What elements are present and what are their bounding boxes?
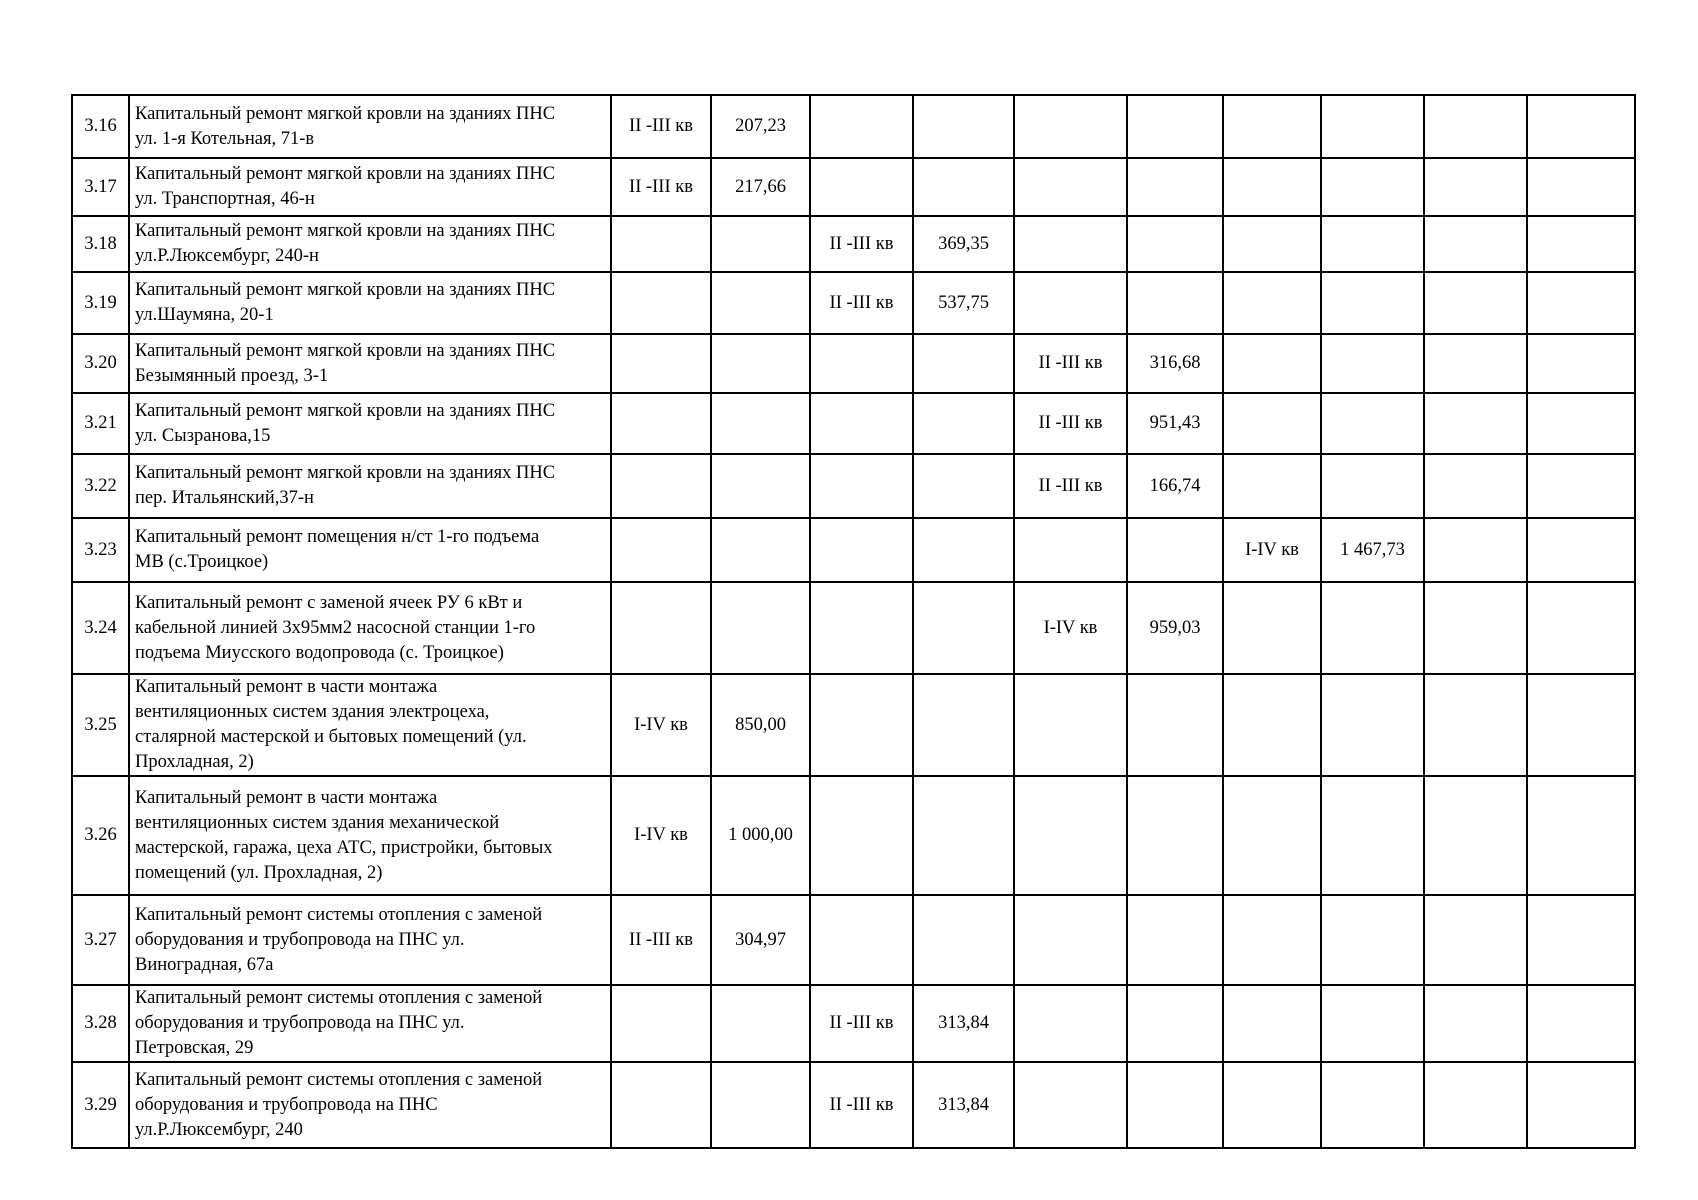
table-row	[72, 518, 1635, 582]
col4-quarter	[1223, 272, 1321, 334]
col5-cell	[1424, 272, 1527, 334]
col1-amount	[711, 393, 810, 454]
col2-amount	[913, 776, 1014, 895]
col6-cell	[1527, 985, 1635, 1062]
col1-quarter: II -III кв	[611, 95, 711, 158]
col2-amount: 313,84	[913, 1062, 1014, 1148]
row-description: Капитальный ремонт системы отопления с заменой оборудования и трубопровода на ПНС ул. Петровская, 29	[129, 985, 611, 1062]
col6-cell	[1527, 216, 1635, 272]
row-number: 3.20	[72, 334, 129, 393]
col4-amount	[1321, 674, 1424, 776]
col2-quarter: II -III кв	[810, 1062, 913, 1148]
col4-quarter	[1223, 158, 1321, 216]
col5-cell	[1424, 776, 1527, 895]
col4-amount	[1321, 216, 1424, 272]
col1-amount	[711, 216, 810, 272]
row-description: Капитальный ремонт мягкой кровли на зданиях ПНС ул.Р.Люксембург, 240-н	[129, 216, 611, 272]
col1-amount	[711, 272, 810, 334]
col5-cell	[1424, 454, 1527, 518]
col1-quarter: II -III кв	[611, 158, 711, 216]
col2-amount	[913, 582, 1014, 674]
col6-cell	[1527, 895, 1635, 985]
col4-amount	[1321, 393, 1424, 454]
col4-amount	[1321, 985, 1424, 1062]
col6-cell	[1527, 518, 1635, 582]
col2-quarter	[810, 95, 913, 158]
col3-amount	[1127, 776, 1223, 895]
col2-amount: 369,35	[913, 216, 1014, 272]
col5-cell	[1424, 582, 1527, 674]
row-description: Капитальный ремонт мягкой кровли на зданиях ПНС ул. Транспортная, 46-н	[129, 158, 611, 216]
col1-amount	[711, 334, 810, 393]
row-description: Капитальный ремонт с заменой ячеек РУ 6 кВт и кабельной линией 3х95мм2 насосной станции 1-го подъема Миусского водопровода (с. Троицкое)	[129, 582, 611, 674]
col4-amount	[1321, 776, 1424, 895]
col1-quarter	[611, 454, 711, 518]
col5-cell	[1424, 985, 1527, 1062]
col1-amount	[711, 518, 810, 582]
col2-quarter: II -III кв	[810, 985, 913, 1062]
table-body	[72, 95, 1635, 1148]
col3-quarter	[1014, 1062, 1127, 1148]
col4-amount	[1321, 272, 1424, 334]
col4-quarter	[1223, 895, 1321, 985]
col2-quarter	[810, 582, 913, 674]
col4-amount	[1321, 95, 1424, 158]
col4-quarter	[1223, 1062, 1321, 1148]
col2-amount	[913, 674, 1014, 776]
row-description: Капитальный ремонт мягкой кровли на зданиях ПНС Безымянный проезд, 3-1	[129, 334, 611, 393]
col4-quarter	[1223, 393, 1321, 454]
col4-quarter	[1223, 334, 1321, 393]
col2-amount	[913, 518, 1014, 582]
col6-cell	[1527, 454, 1635, 518]
col5-cell	[1424, 1062, 1527, 1148]
row-description: Капитальный ремонт мягкой кровли на зданиях ПНС ул. 1-я Котельная, 71-в	[129, 95, 611, 158]
col1-amount	[711, 582, 810, 674]
col2-amount: 537,75	[913, 272, 1014, 334]
col3-amount: 959,03	[1127, 582, 1223, 674]
table-row	[72, 216, 1635, 272]
col3-quarter	[1014, 895, 1127, 985]
col4-amount	[1321, 158, 1424, 216]
col3-amount: 316,68	[1127, 334, 1223, 393]
row-number: 3.18	[72, 216, 129, 272]
col4-amount	[1321, 582, 1424, 674]
table-row	[72, 393, 1635, 454]
col4-quarter	[1223, 985, 1321, 1062]
col2-quarter	[810, 334, 913, 393]
col6-cell	[1527, 334, 1635, 393]
col5-cell	[1424, 216, 1527, 272]
col3-amount	[1127, 518, 1223, 582]
col5-cell	[1424, 895, 1527, 985]
col3-quarter: II -III кв	[1014, 393, 1127, 454]
col1-amount	[711, 985, 810, 1062]
col3-quarter	[1014, 674, 1127, 776]
col3-amount	[1127, 895, 1223, 985]
table-row	[72, 334, 1635, 393]
row-number: 3.28	[72, 985, 129, 1062]
col4-amount: 1 467,73	[1321, 518, 1424, 582]
col1-quarter	[611, 582, 711, 674]
col4-amount	[1321, 1062, 1424, 1148]
col3-amount	[1127, 272, 1223, 334]
col1-quarter	[611, 393, 711, 454]
col6-cell	[1527, 1062, 1635, 1148]
col2-amount	[913, 95, 1014, 158]
col6-cell	[1527, 95, 1635, 158]
col2-amount	[913, 334, 1014, 393]
col1-quarter: II -III кв	[611, 895, 711, 985]
row-description: Капитальный ремонт помещения н/ст 1-го подъема МВ (с.Троицкое)	[129, 518, 611, 582]
col1-quarter	[611, 985, 711, 1062]
col2-amount	[913, 393, 1014, 454]
col6-cell	[1527, 674, 1635, 776]
col1-quarter	[611, 334, 711, 393]
col3-quarter: I-IV кв	[1014, 582, 1127, 674]
col4-amount	[1321, 454, 1424, 518]
col6-cell	[1527, 272, 1635, 334]
col1-quarter: I-IV кв	[611, 776, 711, 895]
row-number: 3.25	[72, 674, 129, 776]
col3-amount: 951,43	[1127, 393, 1223, 454]
col3-amount	[1127, 1062, 1223, 1148]
col5-cell	[1424, 158, 1527, 216]
table-row	[72, 674, 1635, 776]
row-description: Капитальный ремонт мягкой кровли на зданиях ПНС пер. Итальянский,37-н	[129, 454, 611, 518]
col3-amount	[1127, 95, 1223, 158]
col2-quarter	[810, 674, 913, 776]
col1-amount: 217,66	[711, 158, 810, 216]
col1-amount	[711, 1062, 810, 1148]
col1-amount: 207,23	[711, 95, 810, 158]
row-number: 3.22	[72, 454, 129, 518]
row-number: 3.16	[72, 95, 129, 158]
col1-amount	[711, 454, 810, 518]
col3-quarter	[1014, 158, 1127, 216]
table-row	[72, 582, 1635, 674]
col2-quarter	[810, 776, 913, 895]
col3-quarter	[1014, 272, 1127, 334]
col5-cell	[1424, 334, 1527, 393]
col4-quarter: I-IV кв	[1223, 518, 1321, 582]
col2-quarter	[810, 158, 913, 216]
col2-quarter	[810, 393, 913, 454]
col4-quarter	[1223, 454, 1321, 518]
row-description: Капитальный ремонт мягкой кровли на зданиях ПНС ул.Шаумяна, 20-1	[129, 272, 611, 334]
col6-cell	[1527, 158, 1635, 216]
col4-quarter	[1223, 216, 1321, 272]
col4-quarter	[1223, 674, 1321, 776]
table-row	[72, 454, 1635, 518]
col1-amount: 304,97	[711, 895, 810, 985]
col1-amount: 1 000,00	[711, 776, 810, 895]
col3-quarter	[1014, 985, 1127, 1062]
col3-amount: 166,74	[1127, 454, 1223, 518]
col2-amount	[913, 158, 1014, 216]
col6-cell	[1527, 582, 1635, 674]
col4-quarter	[1223, 582, 1321, 674]
col3-quarter	[1014, 776, 1127, 895]
col5-cell	[1424, 95, 1527, 158]
col3-quarter	[1014, 95, 1127, 158]
row-number: 3.29	[72, 1062, 129, 1148]
col2-quarter: II -III кв	[810, 272, 913, 334]
col4-quarter	[1223, 95, 1321, 158]
col3-amount	[1127, 216, 1223, 272]
col2-amount: 313,84	[913, 985, 1014, 1062]
table-row	[72, 158, 1635, 216]
table-row	[72, 985, 1635, 1062]
table-row	[72, 95, 1635, 158]
row-number: 3.26	[72, 776, 129, 895]
table-row	[72, 1062, 1635, 1148]
col2-amount	[913, 454, 1014, 518]
col1-quarter	[611, 216, 711, 272]
table-row	[72, 895, 1635, 985]
row-description: Капитальный ремонт мягкой кровли на зданиях ПНС ул. Сызранова,15	[129, 393, 611, 454]
col3-quarter: II -III кв	[1014, 454, 1127, 518]
col3-amount	[1127, 985, 1223, 1062]
row-number: 3.23	[72, 518, 129, 582]
col4-amount	[1321, 895, 1424, 985]
table-row	[72, 776, 1635, 895]
row-number: 3.24	[72, 582, 129, 674]
col1-quarter: I-IV кв	[611, 674, 711, 776]
work-schedule-table	[71, 94, 1636, 1149]
col5-cell	[1424, 674, 1527, 776]
row-number: 3.17	[72, 158, 129, 216]
col3-amount	[1127, 158, 1223, 216]
col6-cell	[1527, 393, 1635, 454]
col3-quarter	[1014, 216, 1127, 272]
col1-quarter	[611, 1062, 711, 1148]
col2-amount	[913, 895, 1014, 985]
col1-quarter	[611, 518, 711, 582]
col3-amount	[1127, 674, 1223, 776]
col4-quarter	[1223, 776, 1321, 895]
col4-amount	[1321, 334, 1424, 393]
col2-quarter	[810, 895, 913, 985]
col6-cell	[1527, 776, 1635, 895]
row-description: Капитальный ремонт системы отопления с заменой оборудования и трубопровода на ПНС ул.Р.Люксембург, 240	[129, 1062, 611, 1148]
row-number: 3.27	[72, 895, 129, 985]
col3-quarter	[1014, 518, 1127, 582]
row-description: Капитальный ремонт в части монтажа вентиляционных систем здания механической мастерской, гаража, цеха АТС, пристройки, бытовых помещений (ул. Прохладная, 2)	[129, 776, 611, 895]
col5-cell	[1424, 393, 1527, 454]
row-number: 3.19	[72, 272, 129, 334]
table-row	[72, 272, 1635, 334]
col3-quarter: II -III кв	[1014, 334, 1127, 393]
row-number: 3.21	[72, 393, 129, 454]
col5-cell	[1424, 518, 1527, 582]
row-description: Капитальный ремонт в части монтажа вентиляционных систем здания электроцеха, сталярной мастерской и бытовых помещений (ул. Прохладная, 2)	[129, 674, 611, 776]
row-description: Капитальный ремонт системы отопления с заменой оборудования и трубопровода на ПНС ул. Виноградная, 67а	[129, 895, 611, 985]
col2-quarter	[810, 518, 913, 582]
col1-amount: 850,00	[711, 674, 810, 776]
col1-quarter	[611, 272, 711, 334]
col2-quarter	[810, 454, 913, 518]
col2-quarter: II -III кв	[810, 216, 913, 272]
